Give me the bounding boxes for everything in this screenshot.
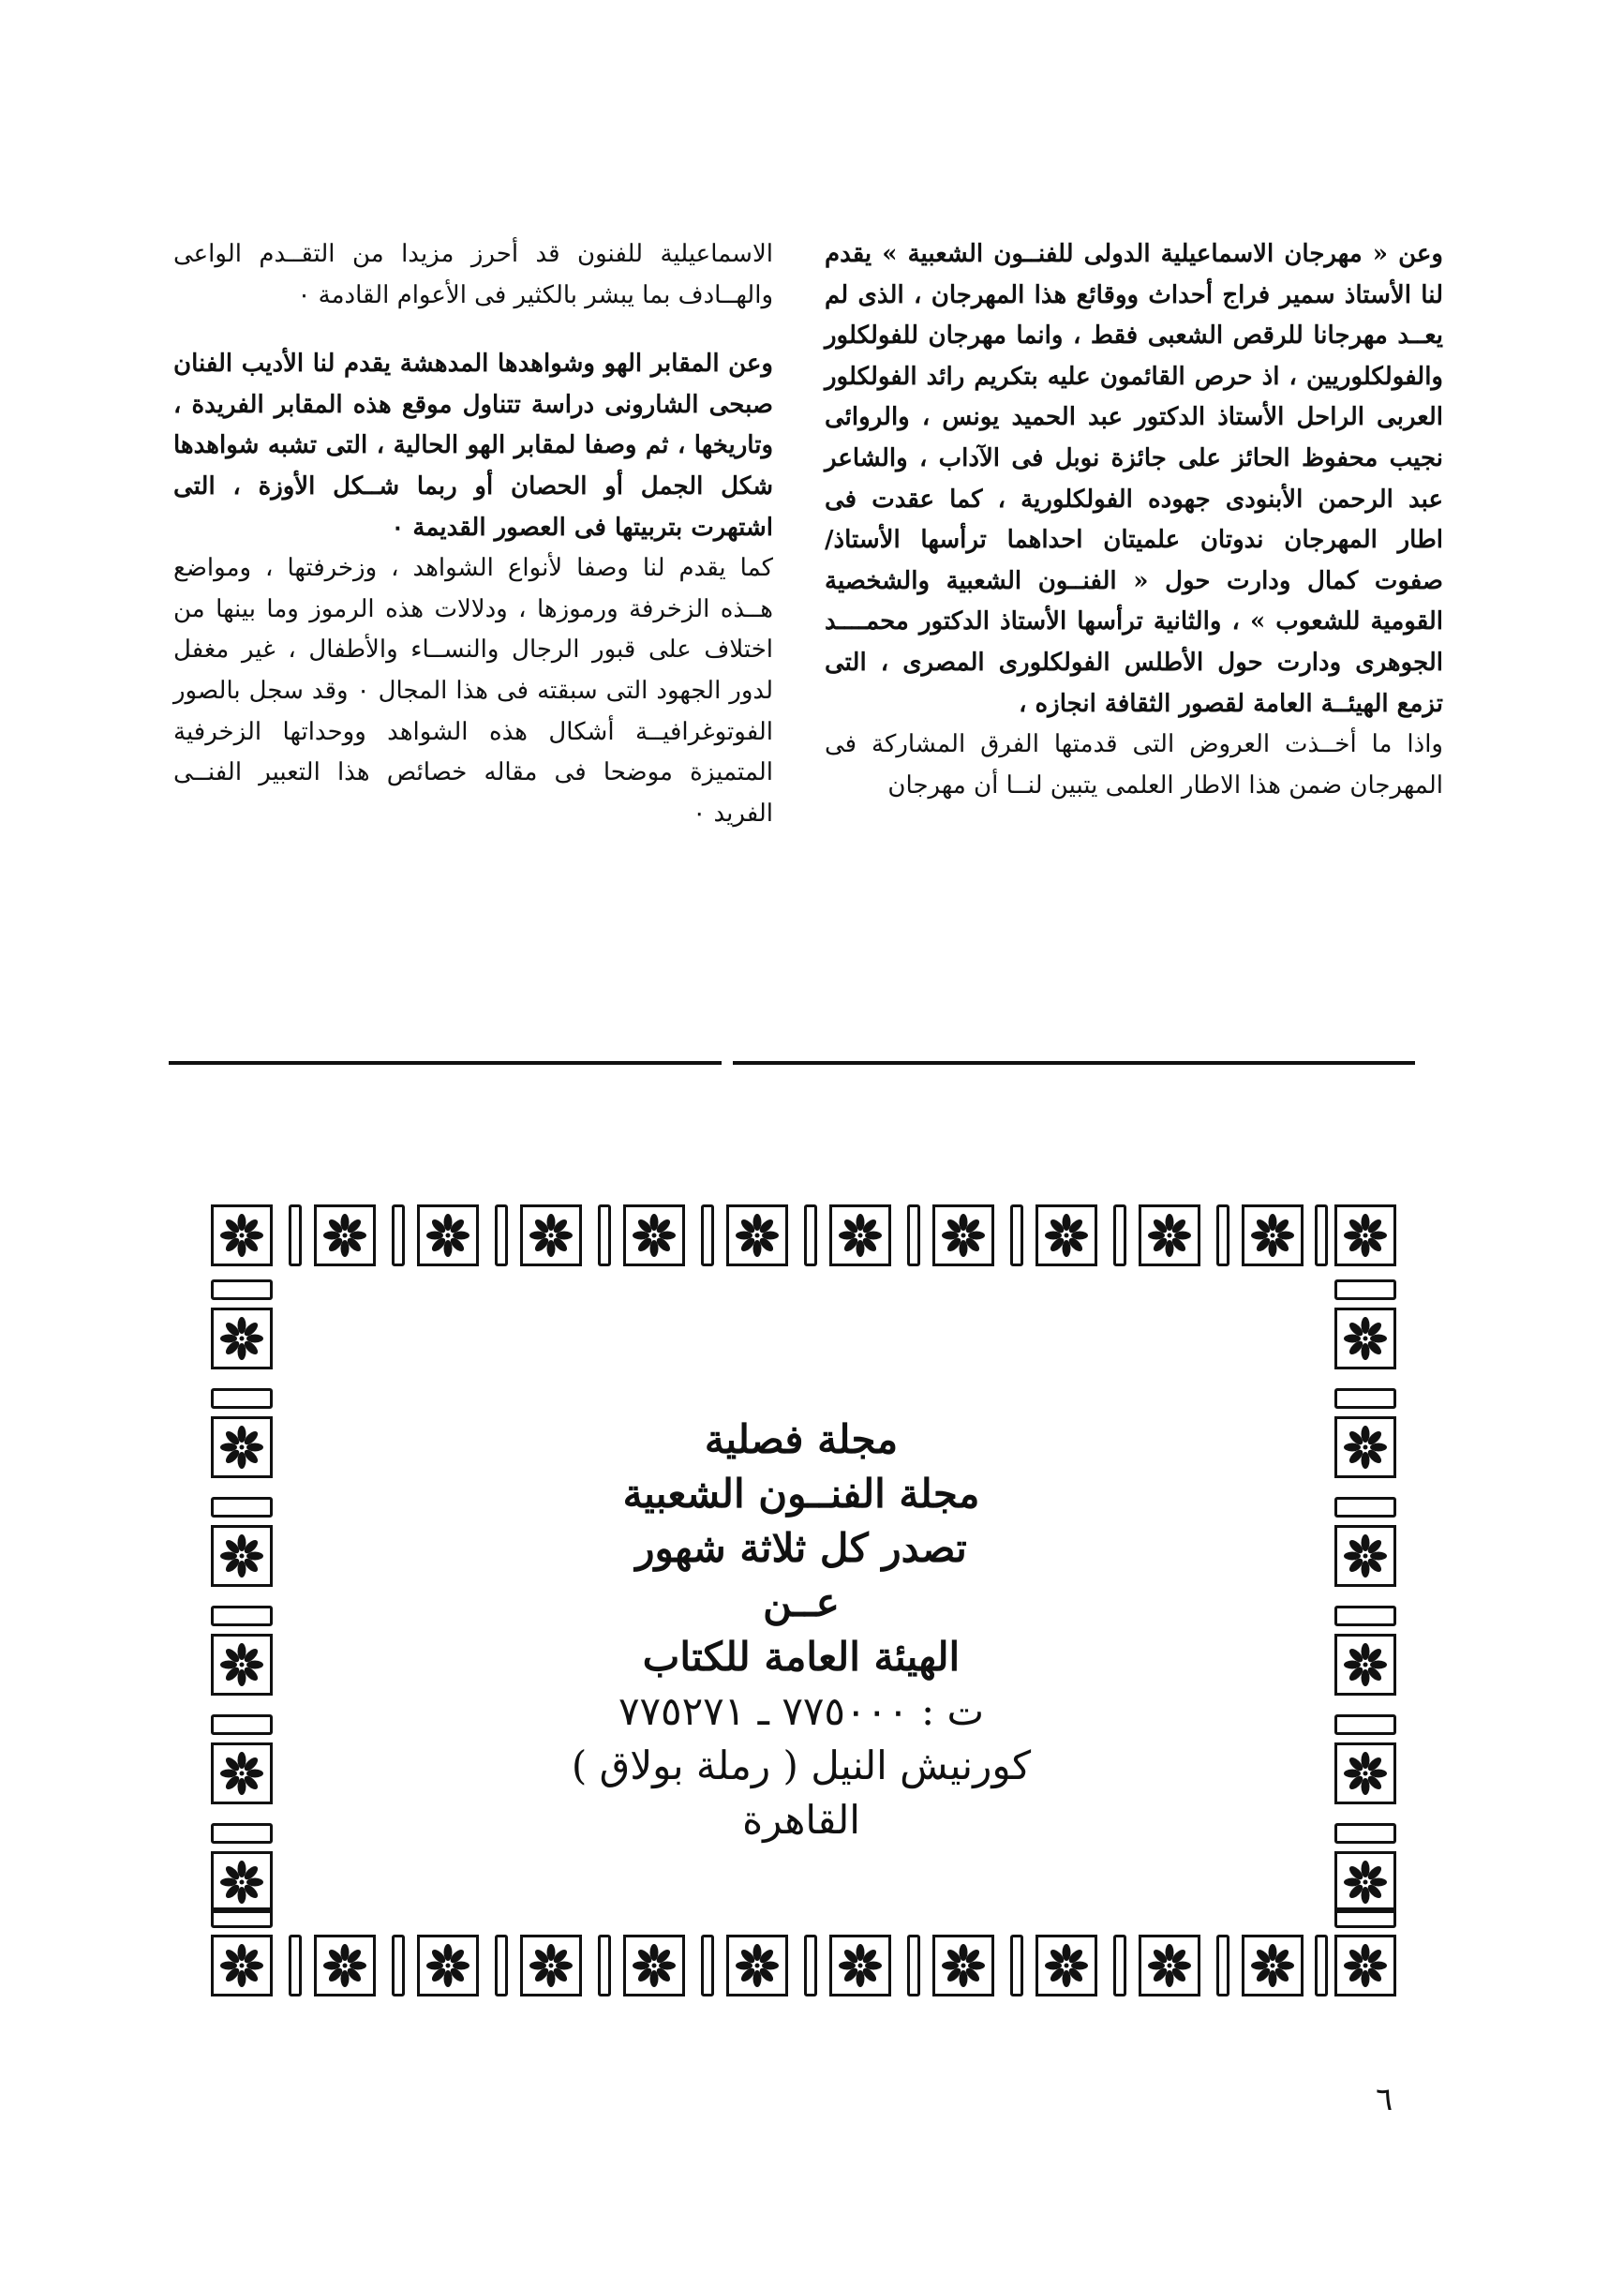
asterisk-flower-icon	[1035, 1204, 1097, 1266]
asterisk-flower-icon	[1035, 1935, 1097, 1996]
asterisk-flower-icon	[829, 1204, 891, 1266]
asterisk-flower-icon	[211, 1851, 273, 1913]
bar-ornament	[211, 1279, 273, 1300]
bar-ornament	[495, 1204, 508, 1266]
article-paragraph: وعن « مهرجان الاسماعيلية الدولى للفنــون الشعبية » يقدم لنا الأستاذ سمير فراج أحداث ووقائع هذا المهرجان ، الذى لم يعــد مهرجانا للرقص الشعبى فقط ، وانما مهرجان للفولكلور والفولكلوريين ، اذ حرص القائمون عليه بتكريم رائد الفولكلور العربى الراحل الأستاذ الدكتور عبد الحميد يونس ، والروائى نجيب محفوظ الحائز على جائزة نوبل فى الآداب ، والشاعر عبد الرحمن الأبنودى جهوده الفولكلورية ، كما عقدت فى اطار المهرجان ندوتان علميتان احداهما ترأسها الأستاذ/ صفوت كمال ودارت حول « الفنــون الشعبية والشخصية القومية للشعوب » ، والثانية ترأسها الأستاذ الدكتور محمــــد الجوهرى ودارت حول الأطلس الفولكلورى المصرى ، التى تزمع الهيئــة العامة لقصور الثقافة انجازه ،	[825, 240, 1443, 718]
asterisk-flower-icon	[211, 1204, 273, 1266]
bar-ornament	[495, 1935, 508, 1996]
article-paragraph: واذا ما أخــذت العروض التى قدمتها الفرق المشاركة فى المهرجان ضمن هذا الاطار العلمى يتبين لنــا أن مهرجان	[825, 730, 1443, 800]
article-right-column	[825, 234, 1443, 806]
asterisk-flower-icon	[932, 1935, 994, 1996]
asterisk-flower-icon	[1334, 1204, 1396, 1266]
bar-ornament	[1216, 1204, 1229, 1266]
article-paragraph: الاسماعيلية للفنون قد أحرز مزيدا من التقــدم الواعى والهــادف بما يبشر بالكثير فى الأعوام القادمة ٠	[173, 240, 773, 309]
asterisk-flower-icon	[1242, 1935, 1304, 1996]
bar-ornament	[392, 1935, 405, 1996]
ornamental-frame	[211, 1204, 1396, 1996]
asterisk-flower-icon	[1139, 1935, 1200, 1996]
bar-ornament	[1334, 1279, 1396, 1300]
asterisk-flower-icon	[211, 1525, 273, 1587]
bar-ornament	[907, 1204, 920, 1266]
bar-ornament	[1334, 1907, 1396, 1928]
bar-ornament	[1113, 1935, 1126, 1996]
asterisk-flower-icon	[211, 1634, 273, 1696]
info-line: مجلة فصلية	[704, 1416, 899, 1462]
bar-ornament	[804, 1935, 817, 1996]
bar-ornament	[211, 1823, 273, 1844]
asterisk-flower-icon	[417, 1204, 479, 1266]
bar-ornament	[1334, 1606, 1396, 1626]
bar-ornament	[211, 1388, 273, 1409]
asterisk-flower-icon	[211, 1416, 273, 1478]
bar-ornament	[1216, 1935, 1229, 1996]
asterisk-flower-icon	[417, 1935, 479, 1996]
asterisk-flower-icon	[520, 1935, 582, 1996]
page-number: ٦	[1376, 2081, 1393, 2118]
info-line: تصدر كل ثلاثة شهور	[635, 1525, 967, 1571]
bar-ornament	[907, 1935, 920, 1996]
asterisk-flower-icon	[623, 1204, 685, 1266]
article-paragraph: كما يقدم لنا وصفا لأنواع الشواهد ، وزخرفتها ، ومواضع هــذه الزخرفة ورموزها ، ودلالات هذه الرموز وما بينها من اختلاف على قبور الرجال والنســاء والأطفال ، غير مغفل لدور الجهود التى سبقته فى هذا المجال ٠ وقد سجل بالصور الفوتوغرافيــة أشكال هذه الشواهد ووحداتها الزخرفية المتميزة موضحا فى مقاله خصائص هذا التعبير الفنــى الفريد ٠	[173, 554, 773, 828]
bar-ornament	[1334, 1497, 1396, 1518]
asterisk-flower-icon	[726, 1935, 788, 1996]
bar-ornament	[804, 1204, 817, 1266]
bar-ornament	[211, 1714, 273, 1735]
bar-ornament	[1315, 1935, 1328, 1996]
asterisk-flower-icon	[932, 1204, 994, 1266]
asterisk-flower-icon	[1334, 1416, 1396, 1478]
bar-ornament	[598, 1204, 611, 1266]
bar-ornament	[1334, 1823, 1396, 1844]
section-divider	[169, 1061, 1415, 1065]
bar-ornament	[701, 1204, 714, 1266]
asterisk-flower-icon	[211, 1935, 273, 1996]
asterisk-flower-icon	[623, 1935, 685, 1996]
asterisk-flower-icon	[211, 1742, 273, 1804]
address-line: كورنيش النيل ( رملة بولاق ) القاهرة	[571, 1742, 1032, 1843]
asterisk-flower-icon	[1334, 1308, 1396, 1369]
info-line: مجلة الفنــون الشعبية	[622, 1471, 980, 1517]
bar-ornament	[392, 1204, 405, 1266]
asterisk-flower-icon	[1334, 1851, 1396, 1913]
bar-ornament	[1010, 1935, 1023, 1996]
asterisk-flower-icon	[211, 1308, 273, 1369]
article-paragraph: وعن المقابر الهو وشواهدها المدهشة يقدم لنا الأديب الفنان صبحى الشارونى دراسة تتناول موقع هذه المقابر الفريدة ، وتاريخها ، ثم وصفا لمقابر الهو الحالية ، التى تشبه شواهدها شكل الجمل أو الحصان أو ربما شــكل الأوزة ، التى اشتهرت بتربيتها فى العصور القديمة ٠	[173, 350, 773, 542]
bar-ornament	[211, 1606, 273, 1626]
asterisk-flower-icon	[314, 1935, 376, 1996]
asterisk-flower-icon	[829, 1935, 891, 1996]
bar-ornament	[289, 1204, 302, 1266]
info-line: عــن	[763, 1579, 840, 1625]
bar-ornament	[701, 1935, 714, 1996]
bar-ornament	[289, 1935, 302, 1996]
asterisk-flower-icon	[314, 1204, 376, 1266]
phone-line: ت : ٧٧٥٠٠٠ ـ ٧٧٥٢٧١	[618, 1688, 985, 1734]
asterisk-flower-icon	[1334, 1742, 1396, 1804]
bar-ornament	[1334, 1388, 1396, 1409]
article-left-column	[173, 234, 773, 834]
info-line: الهيئة العامة للكتاب	[642, 1634, 961, 1680]
bar-ornament	[598, 1935, 611, 1996]
bar-ornament	[1315, 1204, 1328, 1266]
bar-ornament	[1010, 1204, 1023, 1266]
bar-ornament	[1113, 1204, 1126, 1266]
bar-ornament	[211, 1907, 273, 1928]
asterisk-flower-icon	[1334, 1634, 1396, 1696]
publication-info	[520, 1413, 1082, 1847]
bar-ornament	[1334, 1714, 1396, 1735]
asterisk-flower-icon	[1139, 1204, 1200, 1266]
bar-ornament	[211, 1497, 273, 1518]
asterisk-flower-icon	[726, 1204, 788, 1266]
asterisk-flower-icon	[520, 1204, 582, 1266]
asterisk-flower-icon	[1242, 1204, 1304, 1266]
asterisk-flower-icon	[1334, 1525, 1396, 1587]
asterisk-flower-icon	[1334, 1935, 1396, 1996]
